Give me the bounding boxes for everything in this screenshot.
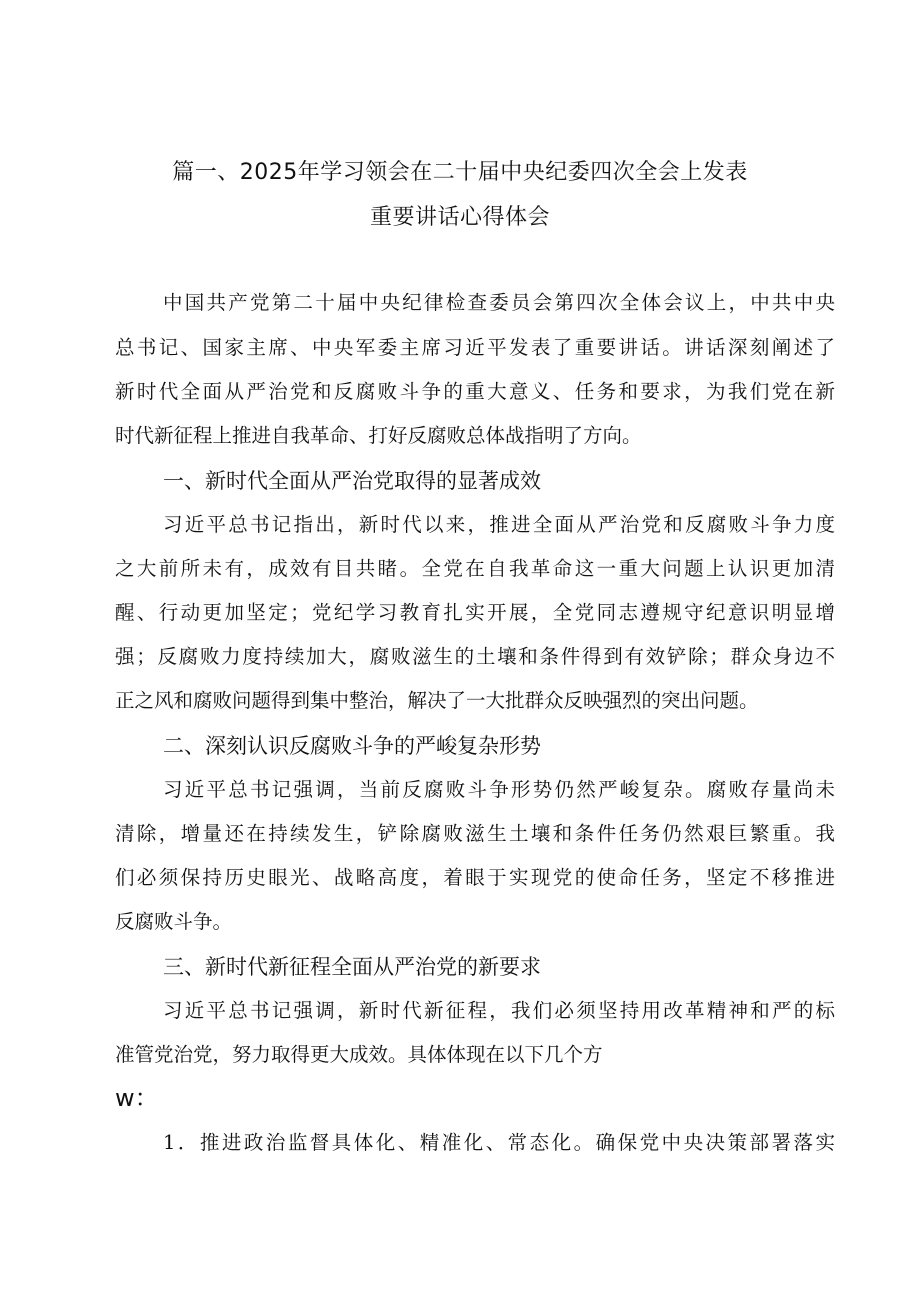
list-item-1: 1．推进政治监督具体化、精准化、常态化。确保党中央决策部署落实: [163, 1131, 835, 1154]
section-heading-3: 三、新时代新征程全面从严治党的新要求: [163, 955, 541, 979]
paragraph-line: 中国共产党第二十届中央纪律检查委员会第四次全体会议上，中共中央: [163, 291, 835, 314]
paragraph-line: 强；反腐败力度持续加大，腐败滋生的土壤和条件得到有效铲除；群众身边不: [115, 645, 835, 668]
orphan-fragment: w：: [115, 1084, 159, 1112]
paragraph-line: 时代新征程上推进自我革命、打好反腐败总体战指明了方向。: [115, 424, 642, 447]
paragraph-line: 之大前所未有，成效有目共睹。全党在自我革命这一重大问题上认识更加清: [115, 557, 835, 580]
paragraph-line: 清除，增量还在持续发生，铲除腐败滋生土壤和条件任务仍然艰巨繁重。我: [115, 822, 835, 845]
paragraph-line: 反腐败斗争。: [115, 910, 233, 933]
paragraph-line: 准管党治党，努力取得更大成效。具体体现在以下几个方: [115, 1043, 603, 1066]
document-title-line-2: 重要讲话心得体会: [369, 205, 550, 230]
paragraph-line: 习近平总书记指出，新时代以来，推进全面从严治党和反腐败斗争力度: [163, 513, 835, 536]
paragraph-line: 们必须保持历史眼光、战略高度，着眼于实现党的使命任务，坚定不移推进: [115, 866, 835, 889]
paragraph-line: 习近平总书记强调，当前反腐败斗争形势仍然严峻复杂。腐败存量尚未: [163, 778, 835, 801]
paragraph-line: 醒、行动更加坚定；党纪学习教育扎实开展，全党同志遵规守纪意识明显增: [115, 601, 835, 624]
paragraph-line: 习近平总书记强调，新时代新征程，我们必须坚持用改革精神和严的标: [163, 999, 835, 1022]
section-heading-1: 一、新时代全面从严治党取得的显著成效: [163, 469, 541, 493]
paragraph-line: 新时代全面从严治党和反腐败斗争的重大意义、任务和要求，为我们党在新: [115, 380, 835, 403]
paragraph-line: 正之风和腐败问题得到集中整治，解决了一大批群众反映强烈的突出问题。: [115, 689, 759, 712]
document-title-line-1: 篇一、2025年学习领会在二十届中央纪委四次全会上发表: [172, 160, 748, 185]
paragraph-line: 总书记、国家主席、中央军委主席习近平发表了重要讲话。讲话深刻阐述了: [115, 336, 835, 359]
section-heading-2: 二、深刻认识反腐败斗争的严峻复杂形势: [163, 734, 541, 758]
